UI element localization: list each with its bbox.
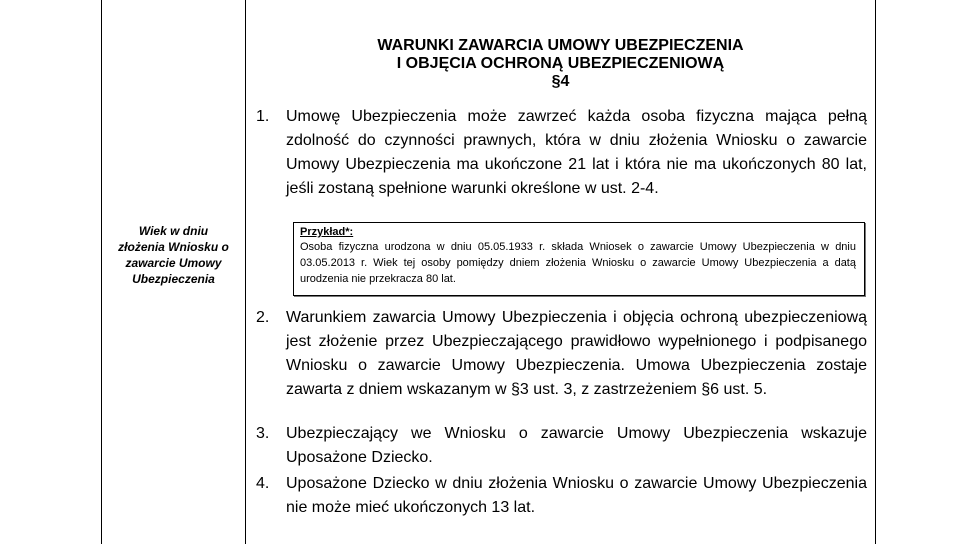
example-box xyxy=(293,222,865,296)
item-text: Uposażone Dziecko w dniu złożenia Wniosku o zawarcie Umowy Ubezpieczenia nie może mieć ukończonych 13 lat. xyxy=(286,475,867,516)
table-border-right xyxy=(875,0,876,544)
item-text: Warunkiem zawarcia Umowy Ubezpieczenia i objęcia ochroną ubezpieczeniową jest złożenie przez Ubezpieczającego prawidłowo wypełnionego i podpisanego Wniosku o zawarcie Umowy Ubezpieczenia. Umowa Ubezpieczenia zostaje zawarta z dniem wskazanym w §3 ust. 3, z zastrzeżeniem §6 ust. 5. xyxy=(286,309,867,398)
item-text: Ubezpieczający we Wniosku o zawarcie Umowy Ubezpieczenia wskazuje Uposażone Dziecko. xyxy=(286,425,867,466)
item-number: 4. xyxy=(256,475,270,492)
condition-item-2 xyxy=(256,306,867,402)
example-title: Przykład*: xyxy=(300,226,354,238)
section-title-line-2: I OBJĘCIA OCHRONĄ UBEZPIECZENIOWĄ xyxy=(396,55,725,72)
age-condition-label: Wiek w dniu złożenia Wniosku o zawarcie Umowy Ubezpieczenia xyxy=(118,224,229,286)
item-number: 3. xyxy=(256,425,270,442)
item-number: 1. xyxy=(256,108,270,125)
item-number: 2. xyxy=(256,309,270,326)
section-title-line-1: WARUNKI ZAWARCIA UMOWY UBEZPIECZENIA xyxy=(377,37,744,54)
condition-item-3 xyxy=(256,422,867,470)
example-text: Osoba fizyczna urodzona w dniu 05.05.1933 r. składa Wniosek o zawarcie Umowy Ubezpieczenia w dniu 03.05.2013 r. Wiek tej osoby pomiędzy dniem złożenia Wniosku o zawarcie Umowy Ubezpieczenia a datą urodzenia nie przekracza 80 lat. xyxy=(300,241,856,285)
condition-item-1 xyxy=(256,105,867,201)
section-heading xyxy=(246,37,875,91)
left-label-cell xyxy=(102,0,245,544)
item-text: Umowę Ubezpieczenia może zawrzeć każda osoba fizyczna mająca pełną zdolność do czynności prawnych, która w dniu złożenia Wniosku o zawarcie Umowy Ubezpieczenia ma ukończone 21 lat i która nie ma ukończonych 80 lat, jeśli zostaną spełnione warunki określone w ust. 2-4. xyxy=(286,108,867,197)
condition-item-4 xyxy=(256,472,867,520)
conditions-section xyxy=(246,0,875,544)
paragraph-mark: §4 xyxy=(551,73,570,90)
